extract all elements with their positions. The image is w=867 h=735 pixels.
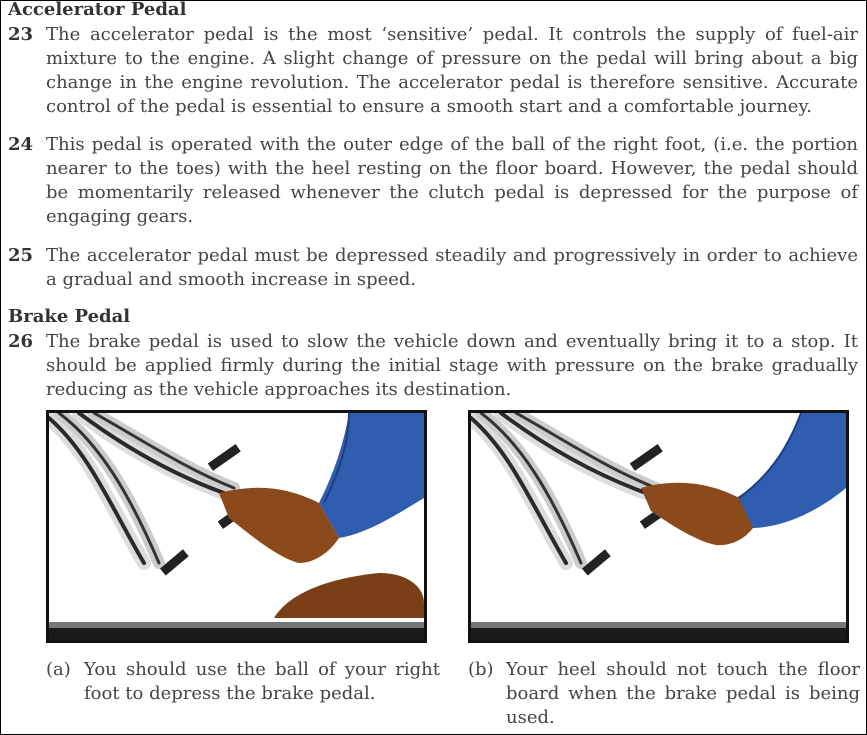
pedal-arms bbox=[471, 413, 656, 563]
jeans bbox=[319, 413, 424, 538]
pedal-arms bbox=[49, 413, 234, 563]
caption-text: Your heel should not touch the floor board when the brake pedal is being used. bbox=[506, 659, 860, 728]
paragraph-number: 25 bbox=[8, 245, 34, 266]
paragraph-23 bbox=[8, 23, 858, 119]
figure-label: (b) bbox=[468, 659, 494, 680]
paragraph-text: The accelerator pedal is the most ‘sensitive’ pedal. It controls the supply of fuel-air mixture to the engine. A slight change of pressure on the pedal will bring about a big change in the engine revolution. The accelerator pedal is therefore sensitive. Accurate control of the pedal is essential to ensure a smooth start and a comfortable journey. bbox=[46, 24, 858, 117]
jeans bbox=[736, 413, 846, 528]
caption-text: You should use the ball of your right foot to depress the brake pedal. bbox=[84, 659, 440, 704]
floor-line bbox=[471, 628, 846, 640]
paragraph-number: 23 bbox=[8, 24, 34, 45]
foot-above-floor-illustration bbox=[471, 413, 846, 640]
paragraph-26 bbox=[8, 330, 858, 402]
paragraph-number: 26 bbox=[8, 331, 34, 352]
brown-shoe bbox=[641, 483, 753, 545]
section-heading-accelerator: Accelerator Pedal bbox=[8, 0, 187, 20]
paragraph-text: The accelerator pedal must be depressed steadily and progressively in order to achieve a gradual and smooth increase in speed. bbox=[46, 245, 858, 290]
paragraph-25 bbox=[8, 244, 858, 292]
paragraph-text: This pedal is operated with the outer edge of the ball of the right foot, (i.e. the portion nearer to the toes) with the heel resting on the floor board. However, the pedal should be momentarily released whenever the clutch pedal is depressed for the purpose of engaging gears. bbox=[46, 134, 858, 227]
paragraph-number: 24 bbox=[8, 134, 34, 155]
foot-on-brake-illustration bbox=[49, 413, 424, 640]
floor-line bbox=[49, 628, 424, 640]
figure-a-illustration bbox=[46, 410, 427, 643]
figure-label: (a) bbox=[46, 659, 71, 680]
shoe-sole bbox=[274, 573, 424, 618]
paragraph-24 bbox=[8, 133, 858, 229]
paragraph-text: The brake pedal is used to slow the vehicle down and eventually bring it to a stop. It should be applied firmly during the initial stage with pressure on the brake gradually reducing as the vehicle approaches its destination. bbox=[46, 331, 858, 400]
section-heading-brake: Brake Pedal bbox=[8, 306, 131, 327]
figure-b-illustration bbox=[468, 410, 849, 643]
